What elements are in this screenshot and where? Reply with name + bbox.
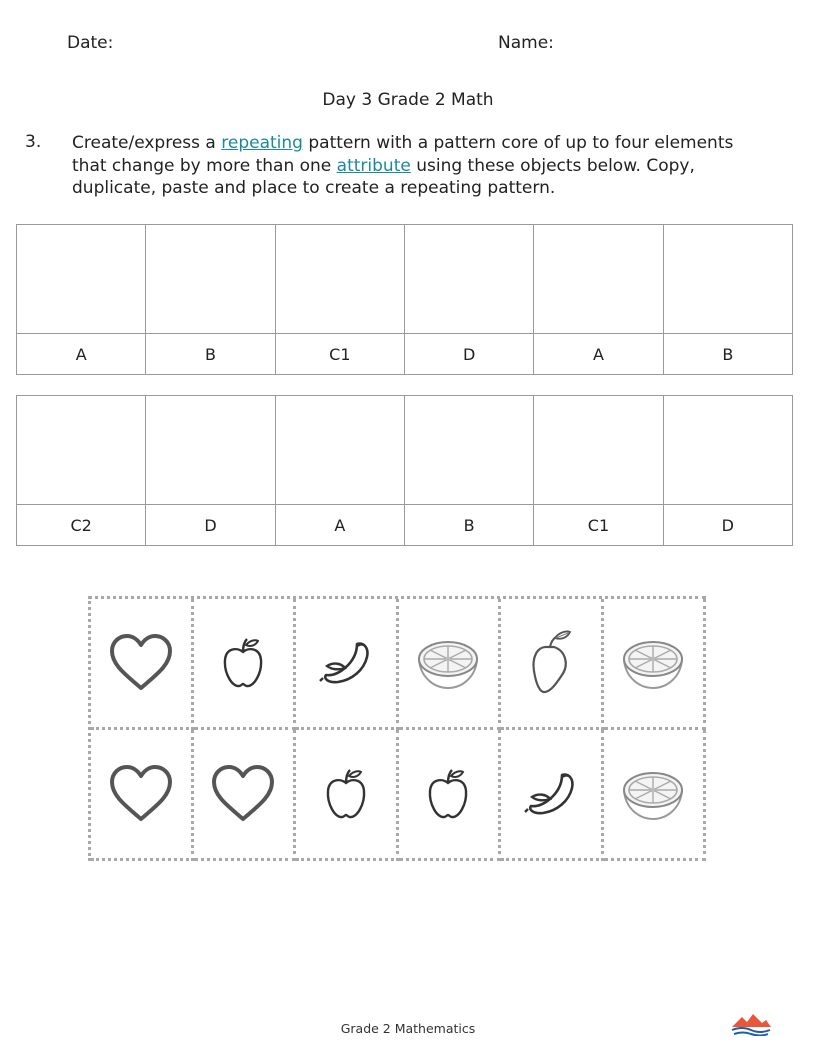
- question-text-part-2: pattern with a pattern core of up to four elements that change by more than one: [72, 133, 734, 176]
- pattern-label: D: [663, 505, 792, 546]
- pattern-label: C1: [534, 505, 663, 546]
- object-grid: [88, 596, 706, 861]
- pattern-label: B: [146, 334, 275, 375]
- pattern-slot[interactable]: [17, 225, 146, 334]
- object-tile[interactable]: [296, 730, 399, 861]
- object-tile[interactable]: [604, 599, 707, 730]
- banana-icon: [317, 638, 375, 688]
- object-tile[interactable]: [194, 599, 297, 730]
- object-tile[interactable]: [399, 730, 502, 861]
- footer-text: Grade 2 Mathematics: [340, 1021, 476, 1036]
- object-tile[interactable]: [194, 730, 297, 861]
- pattern-label: D: [146, 505, 275, 546]
- pattern-label: D: [404, 334, 533, 375]
- pattern-label: B: [404, 505, 533, 546]
- orange-slice-icon: [416, 635, 480, 691]
- pattern-slot[interactable]: [275, 225, 404, 334]
- question-text: [72, 132, 772, 200]
- publisher-logo: [730, 1010, 772, 1040]
- pattern-label: A: [534, 334, 663, 375]
- pattern-label: A: [275, 505, 404, 546]
- object-tile[interactable]: [501, 599, 604, 730]
- apple-icon: [323, 766, 369, 822]
- pattern-slot[interactable]: [17, 396, 146, 505]
- pattern-table-2: [16, 395, 793, 546]
- banana-icon: [522, 769, 580, 819]
- pattern-slot[interactable]: [663, 396, 792, 505]
- pattern-slot[interactable]: [146, 396, 275, 505]
- name-label: Name:: [498, 33, 554, 53]
- object-tile[interactable]: [399, 599, 502, 730]
- pattern-slot[interactable]: [146, 225, 275, 334]
- pattern-slot[interactable]: [663, 225, 792, 334]
- page-title: Day 3 Grade 2 Math: [322, 90, 494, 110]
- object-tile[interactable]: [296, 599, 399, 730]
- question-text-part-1: Create/express a: [72, 133, 222, 153]
- pattern-label: C2: [17, 505, 146, 546]
- heart-icon: [210, 763, 276, 825]
- mango-icon: [526, 629, 576, 697]
- object-tile[interactable]: [604, 730, 707, 861]
- pattern-table-1: [16, 224, 793, 375]
- question-text-part-3: using these objects below. Copy, duplicate, paste and place to create a repeating pattern.: [72, 155, 695, 198]
- apple-icon: [425, 766, 471, 822]
- orange-slice-icon: [621, 766, 685, 822]
- pattern-slot[interactable]: [404, 225, 533, 334]
- object-tile[interactable]: [501, 730, 604, 861]
- repeating-link[interactable]: repeating: [221, 133, 303, 153]
- attribute-link[interactable]: attribute: [336, 155, 411, 176]
- orange-slice-icon: [621, 635, 685, 691]
- pattern-slot[interactable]: [534, 396, 663, 505]
- apple-icon: [220, 635, 266, 691]
- heart-icon: [108, 763, 174, 825]
- pattern-label: B: [663, 334, 792, 375]
- pattern-label: A: [17, 334, 146, 375]
- date-label: Date:: [67, 33, 114, 53]
- object-tile[interactable]: [91, 599, 194, 730]
- pattern-slot[interactable]: [534, 225, 663, 334]
- pattern-label: C1: [275, 334, 404, 375]
- question-number: 3.: [25, 132, 42, 152]
- pattern-slot[interactable]: [275, 396, 404, 505]
- pattern-slot[interactable]: [404, 396, 533, 505]
- object-tile[interactable]: [91, 730, 194, 861]
- heart-icon: [108, 632, 174, 694]
